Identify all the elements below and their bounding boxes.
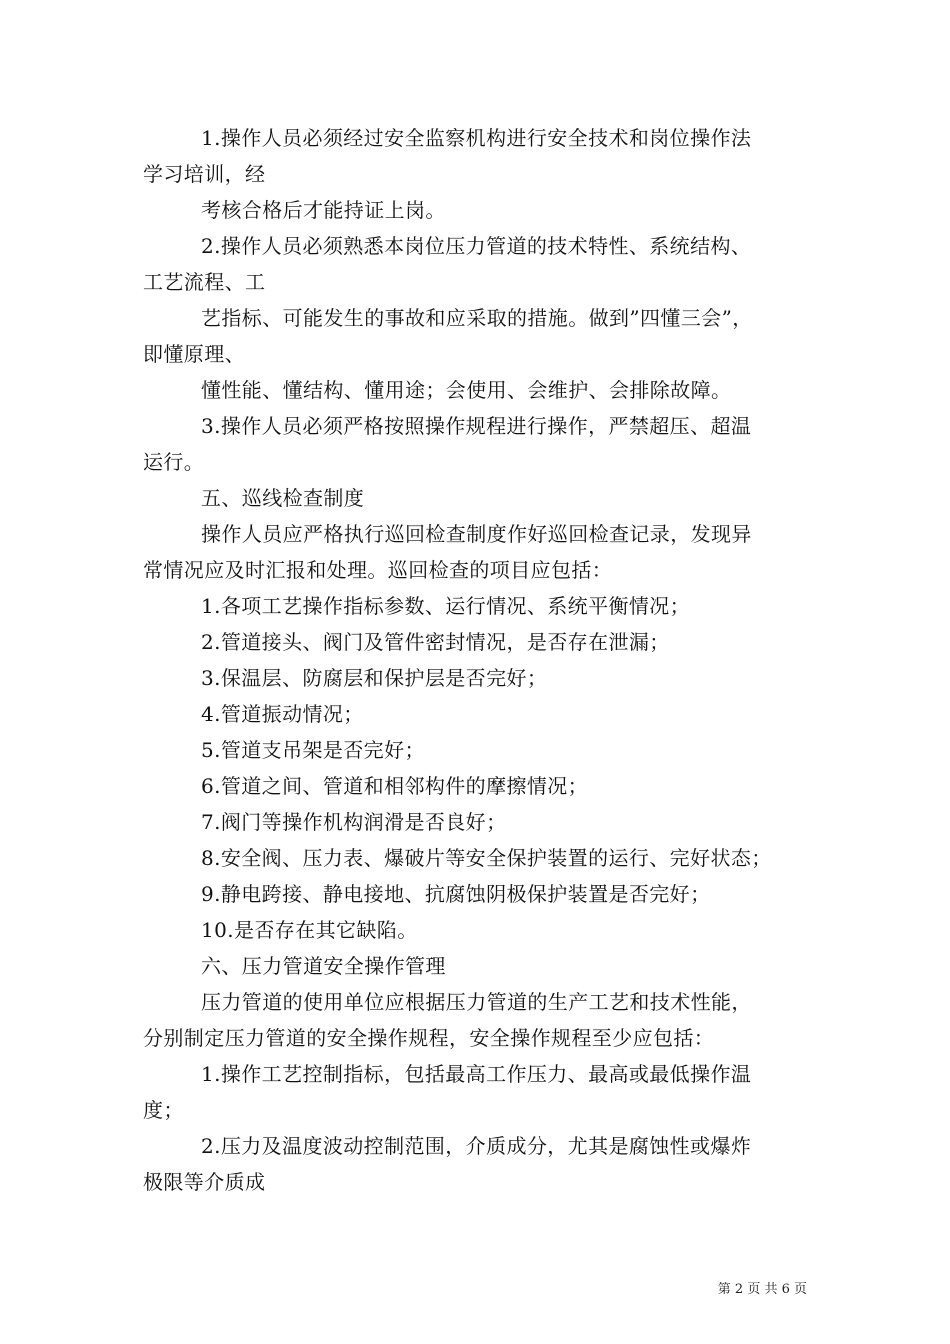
text-line: 即懂原理、 xyxy=(143,342,245,366)
text-line: 操作人员应严格执行巡回检查制度作好巡回检查记录，发现异 xyxy=(201,522,752,546)
text-line: 2.操作人员必须熟悉本岗位压力管道的技术特性、系统结构、 xyxy=(201,234,752,258)
text-line: 极限等介质成 xyxy=(143,1170,266,1194)
text-line: 3.操作人员必须严格按照操作规程进行操作，严禁超压、超温 xyxy=(201,414,752,438)
text-line: 3.保温层、防腐层和保护层是否完好； xyxy=(201,666,548,690)
text-line: 艺指标、可能发生的事故和应采取的措施。做到”四懂三会”， xyxy=(201,306,753,330)
page-number: 第 2 页 共 6 页 xyxy=(717,1282,807,1297)
text-line: 常情况应及时汇报和处理。巡回检查的项目应包括： xyxy=(143,558,613,582)
text-line: 压力管道的使用单位应根据压力管道的生产工艺和技术性能， xyxy=(201,990,752,1014)
text-line: 1.操作工艺控制指标，包括最高工作压力、最高或最低操作温 xyxy=(201,1062,752,1086)
text-line: 7.阀门等操作机构润滑是否良好； xyxy=(201,810,507,834)
text-line: 8.安全阀、压力表、爆破片等安全保护装置的运行、完好状态； xyxy=(201,846,772,870)
text-line: 6.管道之间、管道和相邻构件的摩擦情况； xyxy=(201,774,589,798)
text-line: 运行。 xyxy=(143,450,205,474)
text-line: 5.管道支吊架是否完好； xyxy=(201,738,425,762)
text-line: 工艺流程、工 xyxy=(143,270,266,294)
text-line: 10.是否存在其它缺陷。 xyxy=(201,918,418,942)
text-line: 五、巡线检查制度 xyxy=(201,486,365,510)
text-line: 懂性能、懂结构、懂用途；会使用、会维护、会排除故障。 xyxy=(201,378,732,402)
text-line: 9.静电跨接、静电接地、抗腐蚀阴极保护装置是否完好； xyxy=(201,882,711,906)
text-line: 4.管道振动情况； xyxy=(201,702,364,726)
document-body xyxy=(143,120,813,1200)
text-line: 分别制定压力管道的安全操作规程，安全操作规程至少应包括： xyxy=(143,1026,715,1050)
text-line: 1.各项工艺操作指标参数、运行情况、系统平衡情况； xyxy=(201,594,691,618)
text-line: 度； xyxy=(143,1098,184,1122)
text-line: 2.压力及温度波动控制范围，介质成分，尤其是腐蚀性或爆炸 xyxy=(201,1134,752,1158)
text-line: 学习培训，经 xyxy=(143,162,266,186)
text-line: 考核合格后才能持证上岗。 xyxy=(201,198,446,222)
text-line: 1.操作人员必须经过安全监察机构进行安全技术和岗位操作法 xyxy=(201,126,752,150)
text-line: 六、压力管道安全操作管理 xyxy=(201,954,446,978)
text-line: 2.管道接头、阀门及管件密封情况，是否存在泄漏； xyxy=(201,630,670,654)
